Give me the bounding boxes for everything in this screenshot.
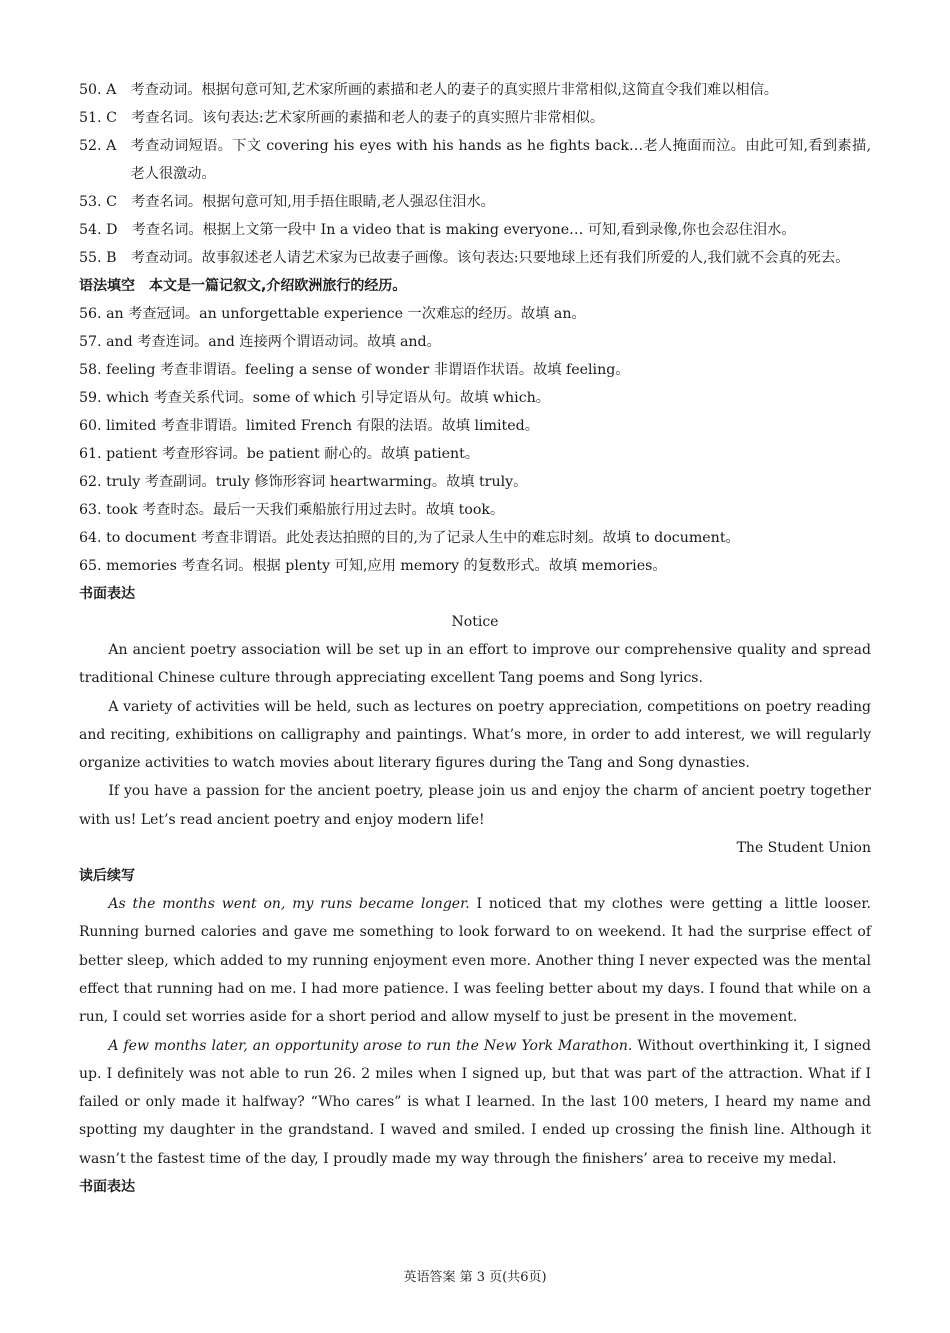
answer-item: 60. limited 考查非谓语。limited French 有限的法语。故填 limited。 [79, 418, 539, 434]
answer-item: 55. B 考查动词。故事叙述老人请艺术家为已故妻子画像。该句表达:只要地球上还有我们所爱的人,我们就不会真的死去。 [79, 250, 850, 266]
page-footer: 英语答案 第 3 页(共6页) [403, 1270, 547, 1285]
notice-paragraph: If you have a passion for the ancient poetry, please join us and enjoy the charm of ancient poetry together with us! Let’s read ancient poetry and enjoy modern life! [79, 783, 871, 828]
writing-section-heading-2: 书面表达 [79, 1179, 135, 1196]
grammar-answers [79, 300, 871, 580]
answer-item: 52. A 考查动词短语。下文 covering his eyes with his hands as he fights back…老人掩面而泣。由此可知,看到素描,老人很激动。 [79, 138, 871, 182]
writing-section-heading: 书面表达 [79, 586, 135, 602]
paragraph-body: I noticed that my clothes were getting a little looser. Running burned calories and gave me something to look forward to on weekend. It had the surprise effect of better sleep, which added to my running enjoyment even more. Another thing I never expected was the mental effect that running had on me. I had more patience. I was feeling better about my days. I found that while on a run, I could set worries aside for a short period and allow myself to just be present in the movement. [79, 896, 871, 1026]
continuation-essay [79, 890, 871, 1173]
continuation-section-heading: 读后续写 [79, 868, 135, 885]
answer-page [79, 76, 871, 1201]
answer-item: 62. truly 考查副词。truly 修饰形容词 heartwarming。故填 truly。 [79, 474, 528, 490]
answer-item: 50. A 考查动词。根据句意可知,艺术家所画的素描和老人的妻子的真实照片非常相似,这简直令我们难以相信。 [79, 82, 778, 98]
answer-item: 63. took 考查时态。最后一天我们乘船旅行用过去时。故填 took。 [79, 502, 505, 518]
answer-item: 53. C 考查名词。根据句意可知,用手捂住眼睛,老人强忍住泪水。 [79, 194, 495, 210]
answer-item: 59. which 考查关系代词。some of which 引导定语从句。故填 which。 [79, 390, 550, 406]
cloze-answers [79, 76, 871, 272]
answer-item: 54. D 考查名词。根据上文第一段中 In a video that is making everyone… 可知,看到录像,你也会忍住泪水。 [79, 222, 796, 238]
paragraph-lead-sentence: A few months later, an opportunity arose to run the New York Marathon. [108, 1037, 633, 1054]
notice-signature: The Student Union [736, 840, 871, 857]
answer-item: 64. to document 考查非谓语。此处表达拍照的目的,为了记录人生中的难忘时刻。故填 to document。 [79, 530, 740, 546]
grammar-section-heading: 语法填空 本文是一篇记叙文,介绍欧洲旅行的经历。 [79, 278, 407, 294]
answer-item: 57. and 考查连词。and 连接两个谓语动词。故填 and。 [79, 334, 441, 350]
continuation-paragraph [79, 890, 871, 1031]
notice-title: Notice [451, 614, 499, 630]
answer-item: 61. patient 考查形容词。be patient 耐心的。故填 patient。 [79, 446, 480, 462]
answer-item: 58. feeling 考查非谓语。feeling a sense of wonder 非谓语作状语。故填 feeling。 [79, 362, 630, 378]
notice-essay [79, 608, 871, 862]
notice-paragraph: An ancient poetry association will be set up in an effort to improve our comprehensive quality and spread traditional Chinese culture through appreciating excellent Tang poems and Song lyrics. [79, 642, 871, 687]
continuation-paragraph [79, 1032, 871, 1173]
notice-paragraph: A variety of activities will be held, such as lectures on poetry appreciation, competitions on poetry reading and reciting, exhibitions on calligraphy and paintings. What’s more, in order to add interest, we will regularly organize activities to watch movies about literary figures during the Tang and Song dynasties. [79, 698, 871, 772]
answer-item: 51. C 考查名词。该句表达:艺术家所画的素描和老人的妻子的真实照片非常相似。 [79, 110, 605, 126]
answer-item: 65. memories 考查名词。根据 plenty 可知,应用 memory 的复数形式。故填 memories。 [79, 558, 667, 574]
answer-item: 56. an 考查冠词。an unforgettable experience 一次难忘的经历。故填 an。 [79, 306, 586, 322]
paragraph-lead-sentence: As the months went on, my runs became longer. [108, 896, 470, 913]
paragraph-body: Without overthinking it, I signed up. I definitely was not able to run 26. 2 miles when I signed up, but that was part of the attraction. What if I failed or only made it halfway? “Who cares” is what I learned. In the last 100 meters, I heard my name and spotting my daughter in the grandstand. I waved and smiled. I ended up crossing the finish line. Although it wasn’t the fastest time of the day, I proudly made my way through the finishers’ area to receive my medal. [79, 1037, 871, 1167]
